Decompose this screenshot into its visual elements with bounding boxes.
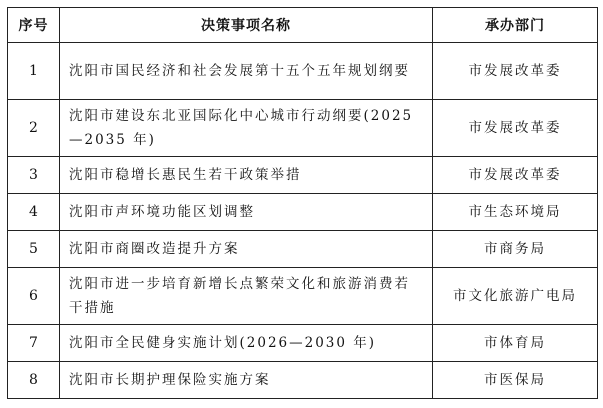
- table-row: [8, 194, 598, 231]
- table-row: [8, 157, 598, 194]
- row-number: 5: [8, 231, 60, 268]
- row-number: 7: [8, 325, 60, 362]
- row-item-name: 沈阳市国民经济和社会发展第十五个五年规划纲要: [60, 43, 433, 100]
- header-responsible-department: 承办部门: [433, 8, 598, 43]
- header-decision-item-name: 决策事项名称: [60, 8, 433, 43]
- row-item-name: 沈阳市进一步培育新增长点繁荣文化和旅游消费若干措施: [60, 268, 433, 325]
- row-number: 4: [8, 194, 60, 231]
- row-item-name: 沈阳市建设东北亚国际化中心城市行动纲要(2025—2035 年): [60, 100, 433, 157]
- row-department: 市发展改革委: [433, 43, 598, 100]
- row-item-name: 沈阳市商圈改造提升方案: [60, 231, 433, 268]
- table-row: [8, 362, 598, 399]
- row-department: 市生态环境局: [433, 194, 598, 231]
- row-number: 8: [8, 362, 60, 399]
- row-department: 市文化旅游广电局: [433, 268, 598, 325]
- row-department: 市发展改革委: [433, 100, 598, 157]
- table-row: [8, 231, 598, 268]
- row-number: 2: [8, 100, 60, 157]
- header-serial-number: 序号: [8, 8, 60, 43]
- table-row: [8, 43, 598, 100]
- row-item-name: 沈阳市全民健身实施计划(2026—2030 年): [60, 325, 433, 362]
- table-row: [8, 268, 598, 325]
- row-department: 市医保局: [433, 362, 598, 399]
- row-number: 1: [8, 43, 60, 100]
- row-number: 3: [8, 157, 60, 194]
- row-item-name: 沈阳市声环境功能区划调整: [60, 194, 433, 231]
- table-row: [8, 100, 598, 157]
- row-department: 市商务局: [433, 231, 598, 268]
- row-item-name: 沈阳市稳增长惠民生若干政策举措: [60, 157, 433, 194]
- table-row: [8, 325, 598, 362]
- row-department: 市体育局: [433, 325, 598, 362]
- row-department: 市发展改革委: [433, 157, 598, 194]
- row-item-name: 沈阳市长期护理保险实施方案: [60, 362, 433, 399]
- table-header-row: [8, 8, 598, 43]
- row-number: 6: [8, 268, 60, 325]
- decision-items-table: [7, 7, 598, 399]
